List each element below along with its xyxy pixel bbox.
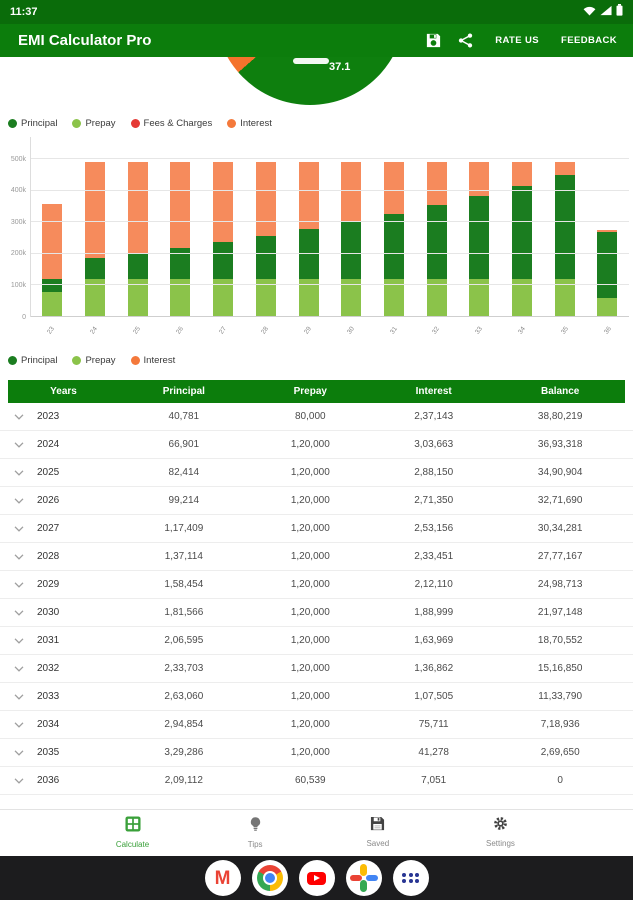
- chart-plot-area: [30, 137, 629, 317]
- table-row[interactable]: [0, 487, 633, 515]
- y-axis-tick-label: 400k: [10, 187, 26, 195]
- wifi-icon: [583, 3, 596, 21]
- chrome-ring: [257, 865, 283, 891]
- chevron-down-icon[interactable]: [14, 498, 24, 504]
- app-bar: [0, 24, 633, 57]
- nav-item-calculate[interactable]: [78, 816, 188, 856]
- balance-cell: 24,98,713: [537, 579, 583, 590]
- bar-stack: [85, 162, 105, 317]
- x-axis-tick-label: 30: [345, 325, 356, 336]
- feedback-button[interactable]: FEEDBACK: [561, 35, 617, 46]
- bar-segment-interest: [299, 162, 319, 229]
- interest-cell: 2,88,150: [414, 467, 454, 478]
- bar-stack: [213, 162, 233, 317]
- year-cell: [8, 747, 119, 758]
- y-axis-tick-label: 300k: [10, 218, 26, 226]
- year-label: 2030: [37, 607, 60, 618]
- legend-item: [131, 118, 213, 129]
- interest-cell: 75,711: [418, 719, 449, 730]
- principal-cell: 1,17,409: [164, 523, 204, 534]
- table-row[interactable]: [0, 403, 633, 431]
- chevron-down-icon[interactable]: [14, 442, 24, 448]
- prepay-cell: 1,20,000: [290, 691, 330, 702]
- x-axis-tick-label: 27: [217, 325, 228, 336]
- balance-cell: 15,16,850: [537, 663, 583, 674]
- bar-segment-interest: [341, 162, 361, 222]
- bar-segment-interest: [85, 162, 105, 258]
- x-axis-tick-label: 28: [260, 325, 271, 336]
- interest-cell: 2,12,110: [414, 579, 453, 590]
- legend-item: [72, 355, 115, 366]
- prepay-cell: 1,20,000: [290, 579, 330, 590]
- chrome-inner: [263, 871, 277, 885]
- principal-cell: 2,33,703: [164, 663, 204, 674]
- legend-label: Prepay: [85, 354, 116, 366]
- year-label: 2026: [37, 495, 60, 506]
- principal-cell: 1,37,114: [164, 551, 203, 562]
- balance-cell: 7,18,936: [540, 719, 580, 730]
- photos-petal: [350, 875, 362, 882]
- legend-label: Fees & Charges: [143, 117, 213, 129]
- prepay-cell: 1,20,000: [290, 635, 330, 646]
- legend-item: [227, 118, 272, 129]
- legend-label: Interest: [143, 354, 176, 366]
- principal-cell: 40,781: [168, 411, 200, 422]
- year-cell: [8, 523, 119, 534]
- chevron-down-icon[interactable]: [14, 526, 24, 532]
- youtube-play-triangle: [314, 875, 320, 881]
- chrome-icon[interactable]: [252, 860, 288, 896]
- drawer-dot: [409, 879, 413, 883]
- year-cell: [8, 775, 119, 786]
- x-axis-tick-label: 24: [89, 325, 100, 336]
- pie-legend: [0, 105, 633, 129]
- prepay-cell: 1,20,000: [290, 523, 330, 534]
- chevron-down-icon[interactable]: [14, 694, 24, 700]
- bar-segment-interest: [555, 162, 575, 175]
- legend-dot-icon: [72, 119, 81, 128]
- x-axis-tick-label: 23: [46, 325, 57, 336]
- table-column-header: Interest: [415, 386, 452, 397]
- x-axis-tick-label: 36: [602, 325, 613, 336]
- interest-cell: 1,88,999: [414, 607, 454, 618]
- year-cell: [8, 635, 119, 646]
- prepay-cell: 1,20,000: [290, 747, 330, 758]
- bar-chart-legend: [0, 342, 633, 366]
- chevron-down-icon[interactable]: [14, 666, 24, 672]
- table-row[interactable]: [0, 627, 633, 655]
- chevron-down-icon[interactable]: [14, 778, 24, 784]
- principal-cell: 99,214: [168, 495, 200, 506]
- year-label: 2033: [37, 691, 60, 702]
- interest-cell: 3,03,663: [414, 439, 454, 450]
- drawer-dot: [402, 879, 406, 883]
- table-row[interactable]: [0, 431, 633, 459]
- balance-cell: 27,77,167: [537, 551, 583, 562]
- year-cell: [8, 663, 119, 674]
- legend-item: [131, 355, 176, 366]
- bar-stack: [427, 162, 447, 317]
- y-axis-tick-label: 100k: [10, 281, 26, 289]
- balance-cell: 21,97,148: [537, 607, 583, 618]
- prepay-cell: 1,20,000: [290, 495, 330, 506]
- status-icons: [583, 3, 623, 21]
- legend-dot-icon: [72, 356, 81, 365]
- bar-segment-interest: [469, 162, 489, 196]
- chrome-center: [265, 873, 275, 883]
- photos-petal: [360, 864, 367, 876]
- gmail-icon[interactable]: [205, 860, 241, 896]
- bar-segment-principal: [597, 232, 617, 298]
- app-drawer-dots: [402, 873, 419, 884]
- bar-segment-principal: [299, 229, 319, 279]
- table-column-header: Balance: [540, 386, 580, 397]
- interest-cell: 1,07,505: [414, 691, 454, 702]
- table-row[interactable]: [0, 459, 633, 487]
- balance-cell: 0: [557, 775, 563, 786]
- bar-stack: [384, 162, 404, 317]
- year-label: 2035: [37, 747, 60, 758]
- table-row[interactable]: [0, 739, 633, 767]
- gridline: [31, 221, 629, 222]
- legend-item: [8, 355, 57, 366]
- youtube-icon[interactable]: [299, 860, 335, 896]
- nav-item-label: Tips: [247, 840, 263, 849]
- year-label: 2023: [37, 411, 60, 422]
- year-label: 2027: [37, 523, 60, 534]
- bar-segment-interest: [128, 162, 148, 253]
- donut-chart-strip: [0, 57, 633, 105]
- year-cell: [8, 495, 119, 506]
- year-label: 2031: [37, 635, 60, 646]
- youtube-body: [307, 872, 326, 885]
- prepay-cell: 1,20,000: [290, 663, 330, 674]
- y-axis-tick-label: 500k: [10, 155, 26, 163]
- chevron-down-icon[interactable]: [14, 414, 24, 420]
- bar-stack: [299, 162, 319, 317]
- prepay-cell: 1,20,000: [290, 607, 330, 618]
- principal-cell: 2,06,595: [164, 635, 204, 646]
- donut-value-label: 37.1: [329, 61, 351, 73]
- interest-cell: 7,051: [421, 775, 447, 786]
- principal-cell: 2,63,060: [164, 691, 204, 702]
- share-icon[interactable]: [458, 33, 473, 48]
- drawer-dot: [402, 873, 406, 877]
- photos-petal: [360, 880, 367, 892]
- interest-cell: 2,71,350: [414, 495, 454, 506]
- table-row[interactable]: [0, 711, 633, 739]
- principal-cell: 2,94,854: [164, 719, 204, 730]
- legend-dot-icon: [8, 119, 17, 128]
- bar-segment-principal: [85, 258, 105, 279]
- prepay-cell: 1,20,000: [290, 551, 330, 562]
- legend-dot-icon: [131, 119, 140, 128]
- year-label: 2028: [37, 551, 60, 562]
- legend-label: Interest: [240, 117, 272, 129]
- prepay-cell: 1,20,000: [290, 467, 330, 478]
- bulb-icon: [248, 816, 263, 837]
- y-axis-tick-label: 200k: [10, 250, 26, 258]
- principal-cell: 3,29,286: [164, 747, 204, 758]
- gmail-letter: M: [214, 867, 231, 889]
- gridline: [31, 316, 629, 317]
- x-axis-tick-label: 25: [132, 325, 142, 336]
- bar-segment-interest: [170, 162, 190, 248]
- year-label: 2029: [37, 579, 60, 590]
- bar-stack: [512, 162, 532, 317]
- interest-cell: 2,33,451: [414, 551, 454, 562]
- balance-cell: 30,34,281: [537, 523, 583, 534]
- table-header: [8, 380, 625, 403]
- page-title: EMI Calculator Pro: [18, 32, 152, 49]
- interest-cell: 1,63,969: [414, 635, 454, 646]
- bar-stack: [555, 162, 575, 317]
- chevron-down-icon[interactable]: [14, 638, 24, 644]
- year-cell: [8, 467, 119, 478]
- year-label: 2025: [37, 467, 60, 478]
- bar-segment-principal: [128, 253, 148, 279]
- bar-segment-principal: [341, 222, 361, 279]
- legend-label: Prepay: [85, 117, 116, 129]
- stacked-bar-chart: [0, 137, 633, 342]
- table-column-header: Years: [50, 386, 77, 397]
- nav-item-tips[interactable]: [200, 816, 310, 856]
- rate-us-button[interactable]: RATE US: [495, 35, 540, 46]
- year-cell: [8, 719, 119, 730]
- legend-item: [8, 118, 57, 129]
- calculator-icon: [125, 816, 141, 837]
- x-axis-tick-label: 26: [174, 325, 185, 336]
- balance-cell: 2,69,650: [540, 747, 580, 758]
- bottom-nav: [0, 809, 633, 856]
- bar-segment-principal: [555, 175, 575, 279]
- signal-icon: [600, 3, 612, 21]
- legend-item: [72, 118, 115, 129]
- table-row[interactable]: [0, 571, 633, 599]
- interest-cell: 2,37,143: [414, 411, 454, 422]
- chart-bars: [31, 137, 629, 317]
- gridline: [31, 158, 629, 159]
- prepay-cell: 1,20,000: [290, 439, 330, 450]
- year-label: 2036: [37, 775, 60, 786]
- bar-stack: [128, 162, 148, 317]
- chevron-down-icon[interactable]: [14, 610, 24, 616]
- bar-stack: [597, 230, 617, 317]
- donut-chart: [215, 57, 405, 105]
- table-row[interactable]: [0, 655, 633, 683]
- y-axis-tick-label: 0: [22, 313, 26, 321]
- drawer-dot: [409, 873, 413, 877]
- gridline: [31, 284, 629, 285]
- prepay-cell: 80,000: [295, 411, 326, 422]
- x-axis-tick-label: 33: [474, 325, 485, 336]
- balance-cell: 38,80,219: [537, 411, 583, 422]
- bar-stack: [170, 162, 190, 317]
- bar-segment-interest: [384, 162, 404, 214]
- year-cell: [8, 551, 119, 562]
- principal-cell: 1,58,454: [164, 579, 204, 590]
- bar-segment-interest: [213, 162, 233, 242]
- legend-label: Principal: [21, 117, 58, 129]
- balance-cell: 18,70,552: [537, 635, 583, 646]
- table-row[interactable]: [0, 515, 633, 543]
- x-axis-tick-label: 32: [431, 325, 442, 336]
- principal-cell: 1,81,566: [164, 607, 204, 618]
- x-axis-tick-label: 29: [303, 325, 314, 336]
- bar-segment-interest: [42, 204, 62, 279]
- legend-dot-icon: [131, 356, 140, 365]
- bar-segment-principal: [512, 186, 532, 279]
- nav-item-label: Calculate: [115, 840, 150, 849]
- bottom-nav-items: [78, 810, 556, 856]
- legend-dot-icon: [8, 356, 17, 365]
- bar-segment-principal: [427, 205, 447, 279]
- bar-stack: [256, 162, 276, 317]
- bar-segment-principal: [384, 214, 404, 279]
- principal-cell: 82,414: [168, 467, 200, 478]
- x-axis-tick-label: 34: [517, 325, 527, 336]
- table-column-header: Principal: [162, 386, 205, 397]
- year-cell: [8, 579, 119, 590]
- year-cell: [8, 691, 119, 702]
- nav-item-label: Settings: [486, 839, 515, 848]
- amortization-table: [0, 403, 633, 795]
- x-axis-tick-label: 35: [559, 325, 570, 336]
- principal-cell: 2,09,112: [164, 775, 203, 786]
- table-row[interactable]: [0, 543, 633, 571]
- bar-segment-principal: [256, 236, 276, 279]
- chevron-down-icon[interactable]: [14, 750, 24, 756]
- android-dock: [0, 856, 633, 900]
- interest-cell: 41,278: [418, 747, 449, 758]
- bar-segment-prepay: [597, 298, 617, 317]
- year-label: 2032: [37, 663, 60, 674]
- table-row[interactable]: [0, 599, 633, 627]
- year-cell: [8, 607, 119, 618]
- balance-cell: 32,71,690: [537, 495, 583, 506]
- prepay-cell: 60,539: [295, 775, 326, 786]
- gear-icon: [493, 816, 508, 836]
- interest-cell: 1,36,862: [414, 663, 454, 674]
- chevron-down-icon[interactable]: [14, 470, 24, 476]
- bar-segment-interest: [427, 162, 447, 205]
- nav-item-label: Saved: [366, 839, 390, 848]
- bar-stack: [341, 162, 361, 317]
- chevron-down-icon[interactable]: [14, 722, 24, 728]
- year-cell: [8, 411, 119, 422]
- bar-stack: [469, 162, 489, 317]
- app-drawer-icon[interactable]: [393, 860, 429, 896]
- drawer-dot: [415, 879, 419, 883]
- battery-icon: [616, 3, 623, 21]
- nav-item-settings[interactable]: [445, 816, 555, 856]
- clock-text: 11:37: [10, 6, 38, 18]
- bar-segment-interest: [512, 162, 532, 186]
- prepay-cell: 1,20,000: [290, 719, 330, 730]
- photos-petal: [366, 875, 378, 882]
- floppy-icon: [370, 816, 385, 836]
- table-row[interactable]: [0, 767, 633, 795]
- donut-label-dash: [293, 58, 329, 64]
- bar-segment-principal: [213, 242, 233, 279]
- chevron-down-icon[interactable]: [14, 582, 24, 588]
- drawer-dot: [415, 873, 419, 877]
- year-label: 2024: [37, 439, 60, 450]
- nav-item-saved[interactable]: [323, 816, 433, 856]
- save-icon[interactable]: [425, 32, 442, 49]
- photos-icon[interactable]: [346, 860, 382, 896]
- legend-dot-icon: [227, 119, 236, 128]
- bar-segment-principal: [469, 196, 489, 279]
- year-label: 2034: [37, 719, 60, 730]
- chevron-down-icon[interactable]: [14, 554, 24, 560]
- x-axis-tick-label: 31: [388, 325, 399, 336]
- balance-cell: 11,33,790: [538, 691, 583, 702]
- table-column-header: Prepay: [293, 386, 327, 397]
- table-row[interactable]: [0, 683, 633, 711]
- balance-cell: 34,90,904: [537, 467, 583, 478]
- bar-segment-interest: [256, 162, 276, 236]
- interest-cell: 2,53,156: [414, 523, 454, 534]
- principal-cell: 66,901: [168, 439, 200, 450]
- gridline: [31, 190, 629, 191]
- balance-cell: 36,93,318: [537, 439, 583, 450]
- legend-label: Principal: [21, 354, 58, 366]
- photos-pinwheel: [346, 860, 382, 896]
- year-cell: [8, 439, 119, 450]
- gridline: [31, 253, 629, 254]
- bar-segment-prepay: [42, 292, 62, 317]
- status-bar: [0, 0, 633, 24]
